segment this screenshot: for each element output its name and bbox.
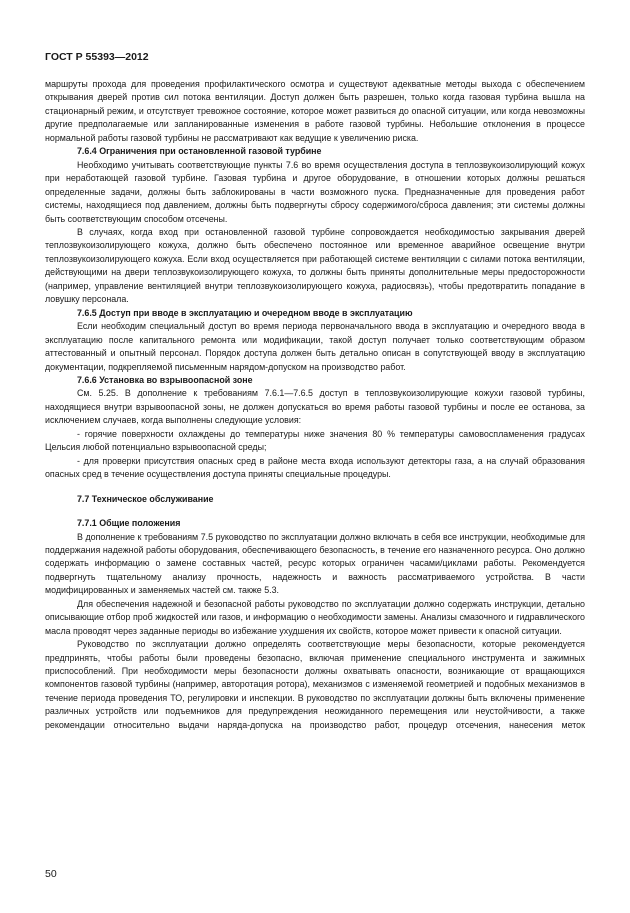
section-heading-7-7-1: 7.7.1 Общие положения [77,518,181,529]
paragraph: Руководство по эксплуатации должно определять соответствующие меры безопасности, которые рекомендуется предпринять, чтобы работы были проведены безопасно, включая применение специального инструмента и зажимных приспособлений. При необходимости меры безопасности должны охватывать опасности, возникающие от вращающихся компонентов газовой турбины (например, авторотация ротора), механизмов с изменяемой геометрией и подобных механизмов в течение периода проведения ТО, регулировки и инспекции. В руководство по эксплуатации должны быть включены применение различных устройств или подъемников для предупреждения неожиданного перемещения или неустойчивости, а также рекомендации относительно выдачи наряда-допуска на производство работ, процедур отсечения, нанесения меток [45,639,585,730]
paragraph: Если необходим специальный доступ во время периода первоначального ввода в эксплуатацию и очередного ввода в эксплуатацию после капитального ремонта или модификации, такой доступ получает только соответствующим образом аттестованный и опытный персонал. Порядок доступа должен быть детально описан в сопутствующей вводу в эксплуатацию документации, подкрепляемой письменным нарядом-допуском на производство работ. [45,321,585,372]
paragraph: В случаях, когда вход при остановленной газовой турбине сопровождается необходимостью закрывания дверей теплозвукоизолирующего кожуха, должно быть обеспечено постоянное или временное аварийное освещение внутри теплозвукоизолирующего кожуха. Если вход осуществляется при работающей системе вентиляции с силами потока вентиляции, действующими на двери теплозвукоизолирующего кожуха, то должны быть приняты дополнительные меры предосторожности (например, управление вентиляцией внутри теплозвукоизолирующего кожуха, радиосвязь), чтобы предотвратить попадание в ловушку персонала. [45,226,585,305]
page-number: 50 [45,868,57,880]
section-heading-7-6-6: 7.6.6 Установка во взрывоопасной зоне [77,374,253,385]
list-item: - горячие поверхности охлаждены до температуры ниже значения 80 % температуры самовоспламенения градусах Цельсия любой потенциально взрывоопасной среды; [45,428,585,453]
list-item: - для проверки присутствия опасных сред в районе места входа используют детекторы газа, а на случай образования опасных сред в течение осуществления доступа приняты специальные процедуры. [45,455,585,480]
paragraph: Необходимо учитывать соответствующие пункты 7.6 во время осуществления доступа в теплозвукоизолирующий кожух при неработающей газовой турбине. Газовая турбина и другое оборудование, в отношении которых должны решаться определенные задачи, должны быть заблокированы в части возможного пуска. Предназначенные для проведения работ системы, находящиеся под давлением, должны быть подвергнуты сбросу содержимого/сброса давления; эти системы должны быть соответствующим способом отсечены. [45,159,585,224]
paragraph: Для обеспечения надежной и безопасной работы руководство по эксплуатации должно содержать инструкции, детально описывающие отбор проб жидкостей или газов, и информацию о необходимости замены. Анализы смазочного и гидравлического масла проводят через заданные периоды во избежание ухудшения их свойств, которое может привести к опасной ситуации. [45,598,585,636]
paragraph: маршруты прохода для проведения профилактического осмотра и существуют адекватные методы выхода с обеспечением открывания дверей против сил потока вентиляции. Доступ должен быть разрешен, только когда газовая турбина вышла на стационарный режим, и отсутствует тревожное состояние, которое может развиться до опасной ситуации, или когда невозможны другие предполагаемые или запланированные изменения в работе газовой турбины. Небольшие отклонения в процессе нормальной работы газовой турбины не рассматривают как ведущие к увеличению риска. [45,79,585,143]
section-heading-7-6-4: 7.6.4 Ограничения при остановленной газовой турбине [77,146,322,157]
section-heading-7-6-5: 7.6.5 Доступ при вводе в эксплуатацию и очередном вводе в эксплуатацию [77,307,413,318]
document-body [45,78,585,732]
document-header: ГОСТ Р 55393—2012 [45,51,149,63]
paragraph: В дополнение к требованиям 7.5 руководство по эксплуатации должно включать в себя все инструкции, необходимые для поддержания надежной работы оборудования, обеспечивающего безопасность, в течение его назначенного ресурса. Оно должно содержать информацию о замене составных частей, ресурс которых ограничен часами/циклами работы. Рекомендуется подвергнуть тщательному анализу прочность, надежность и важность рассматриваемого устройства. В части модифицированных и заменяемых частей см. также 5.3. [45,531,585,596]
paragraph: См. 5.25. В дополнение к требованиям 7.6.1—7.6.5 доступ в теплозвукоизолирующие кожухи газовой турбины, находящиеся внутри взрывоопасной зоны, не должен допускаться во время работы газовой турбины и после ее останова, за исключением случаев, когда выполнены следующие условия: [45,388,585,426]
section-heading-7-7: 7.7 Техническое обслуживание [77,493,214,504]
